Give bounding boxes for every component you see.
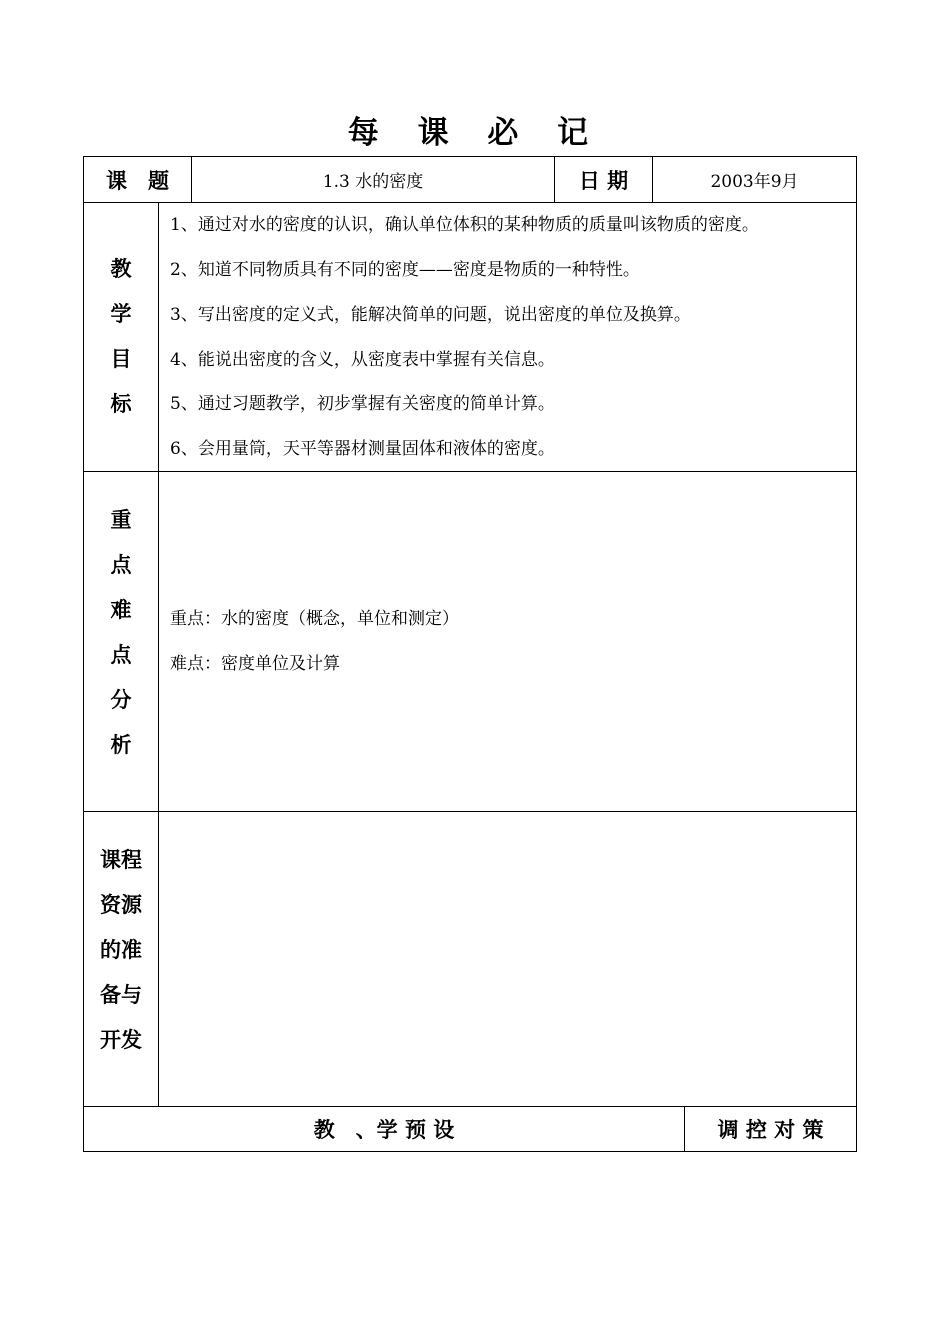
- label-char: 分: [110, 688, 132, 712]
- label-char: 目: [110, 347, 132, 371]
- objective-item: 2、知道不同物质具有不同的密度——密度是物质的一种特性。: [170, 260, 640, 280]
- objective-item: 1、通过对水的密度的认识，确认单位体积的某种物质的质量叫该物质的密度。: [170, 215, 759, 235]
- table-border-right: [856, 156, 857, 1152]
- key-point-text: 重点：水的密度（概念，单位和测定）: [170, 609, 459, 629]
- label-char: 标: [110, 392, 132, 416]
- key-points-label: [84, 498, 158, 768]
- row-divider: [83, 811, 857, 812]
- date-label: 日 期: [578, 168, 629, 193]
- difficulty-text: 难点：密度单位及计算: [170, 654, 340, 674]
- control-strategy-label: 调 控 对 策: [717, 1118, 824, 1142]
- objective-item: 6、会用量筒，天平等器材测量固体和液体的密度。: [170, 439, 555, 459]
- label-char: 析: [110, 733, 132, 757]
- label-char: 重: [110, 508, 132, 532]
- label-line: 课程: [100, 848, 142, 872]
- label-char: 教: [110, 257, 132, 281]
- column-divider: [158, 202, 159, 1106]
- objective-item: 3、写出密度的定义式，能解决简单的问题，说出密度的单位及换算。: [170, 305, 691, 325]
- objectives-label: [84, 247, 158, 427]
- label-line: 备与: [100, 983, 142, 1007]
- row-divider: [83, 202, 857, 203]
- resources-label: [84, 838, 158, 1063]
- date-value: 2003年9月: [710, 172, 799, 192]
- objective-item: 5、通过习题教学，初步掌握有关密度的简单计算。: [170, 394, 555, 414]
- label-line: 资源: [100, 893, 142, 917]
- label-line: 开发: [100, 1028, 142, 1052]
- objective-item: 4、能说出密度的含义，从密度表中掌握有关信息。: [170, 350, 555, 370]
- table-border-bottom: [83, 1151, 857, 1152]
- page-title: 每 课 必 记: [347, 115, 603, 151]
- label-char: 难: [110, 598, 132, 622]
- label-char: 点: [110, 643, 132, 667]
- label-line: 的准: [100, 938, 142, 962]
- row-divider: [83, 471, 857, 472]
- topic-value: 1.3 水的密度: [322, 172, 424, 192]
- label-char: 学: [110, 302, 132, 326]
- label-char: 点: [110, 553, 132, 577]
- teaching-plan-label: 教 、学 预 设: [313, 1118, 455, 1142]
- topic-label: 课 题: [106, 168, 169, 193]
